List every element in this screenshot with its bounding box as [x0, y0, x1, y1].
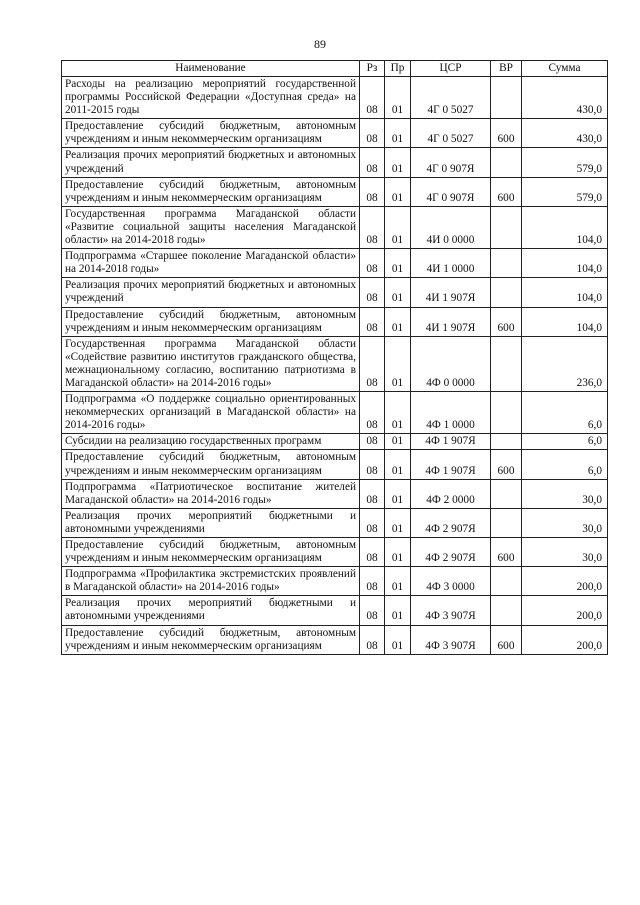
cell-name: Предоставление субсидий бюджетным, автономным учреждениям и иным некоммерческим организациям — [62, 625, 360, 654]
cell-name: Государственная программа Магаданской области «Развитие социальной защиты населения Магаданской области» на 2014-2018 годы» — [62, 206, 360, 248]
cell-rz: 08 — [360, 538, 385, 567]
cell-name: Субсидии на реализацию государственных программ — [62, 434, 360, 450]
cell-name: Реализация прочих мероприятий бюджетными и автономными учреждениями — [62, 596, 360, 625]
table-row — [62, 450, 608, 479]
cell-sum: 200,0 — [522, 625, 608, 654]
table-row — [62, 119, 608, 148]
cell-vr: 600 — [491, 307, 522, 336]
budget-table — [61, 60, 608, 655]
cell-csr: 4Ф 2 0000 — [411, 479, 491, 508]
cell-sum: 6,0 — [522, 450, 608, 479]
cell-csr: 4И 0 0000 — [411, 206, 491, 248]
table-row — [62, 77, 608, 119]
header-pr: Пр — [385, 61, 411, 77]
cell-rz: 08 — [360, 336, 385, 391]
cell-name: Предоставление субсидий бюджетным, автономным учреждениям и иным некоммерческим организациям — [62, 450, 360, 479]
cell-rz: 08 — [360, 278, 385, 307]
cell-vr: 600 — [491, 177, 522, 206]
cell-vr: 600 — [491, 119, 522, 148]
cell-rz: 08 — [360, 307, 385, 336]
cell-pr: 01 — [385, 538, 411, 567]
cell-csr: 4Ф 3 907Я — [411, 625, 491, 654]
cell-vr — [491, 508, 522, 537]
table-header-row — [62, 61, 608, 77]
cell-sum: 30,0 — [522, 508, 608, 537]
cell-rz: 08 — [360, 479, 385, 508]
cell-sum: 6,0 — [522, 392, 608, 434]
table-row — [62, 596, 608, 625]
cell-name: Реализация прочих мероприятий бюджетными и автономными учреждениями — [62, 508, 360, 537]
cell-sum: 430,0 — [522, 77, 608, 119]
table-row — [62, 392, 608, 434]
cell-csr: 4Ф 0 0000 — [411, 336, 491, 391]
cell-rz: 08 — [360, 77, 385, 119]
cell-pr: 01 — [385, 479, 411, 508]
cell-vr — [491, 249, 522, 278]
cell-sum: 104,0 — [522, 307, 608, 336]
cell-vr — [491, 206, 522, 248]
cell-rz: 08 — [360, 119, 385, 148]
cell-pr: 01 — [385, 625, 411, 654]
cell-sum: 430,0 — [522, 119, 608, 148]
cell-rz: 08 — [360, 450, 385, 479]
cell-csr: 4Г 0 5027 — [411, 77, 491, 119]
cell-name: Подпрограмма «Старшее поколение Магаданской области» на 2014-2018 годы» — [62, 249, 360, 278]
cell-pr: 01 — [385, 596, 411, 625]
table-row — [62, 479, 608, 508]
cell-rz: 08 — [360, 206, 385, 248]
cell-sum: 30,0 — [522, 479, 608, 508]
cell-rz: 08 — [360, 392, 385, 434]
cell-name: Предоставление субсидий бюджетным, автономным учреждениям и иным некоммерческим организациям — [62, 538, 360, 567]
cell-pr: 01 — [385, 148, 411, 177]
cell-csr: 4И 1 907Я — [411, 307, 491, 336]
cell-name: Подпрограмма «Патриотическое воспитание жителей Магаданской области» на 2014-2016 годы» — [62, 479, 360, 508]
cell-rz: 08 — [360, 177, 385, 206]
cell-name: Реализация прочих мероприятий бюджетных и автономных учреждений — [62, 278, 360, 307]
table-row — [62, 434, 608, 450]
table-row — [62, 177, 608, 206]
cell-csr: 4И 1 907Я — [411, 278, 491, 307]
cell-pr: 01 — [385, 177, 411, 206]
page-number: 89 — [314, 37, 326, 51]
cell-vr — [491, 434, 522, 450]
cell-csr: 4Ф 2 907Я — [411, 508, 491, 537]
cell-rz: 08 — [360, 249, 385, 278]
cell-csr: 4Ф 2 907Я — [411, 538, 491, 567]
cell-vr — [491, 148, 522, 177]
cell-rz: 08 — [360, 596, 385, 625]
cell-csr: 4Ф 1 0000 — [411, 392, 491, 434]
cell-vr — [491, 392, 522, 434]
cell-sum: 6,0 — [522, 434, 608, 450]
cell-name: Расходы на реализацию мероприятий государственной программы Российской Федерации «Доступная среда» на 2011-2015 годы — [62, 77, 360, 119]
cell-pr: 01 — [385, 450, 411, 479]
cell-csr: 4Г 0 907Я — [411, 177, 491, 206]
cell-pr: 01 — [385, 206, 411, 248]
cell-sum: 579,0 — [522, 148, 608, 177]
table-row — [62, 625, 608, 654]
cell-pr: 01 — [385, 119, 411, 148]
cell-csr: 4Г 0 5027 — [411, 119, 491, 148]
table-body — [62, 77, 608, 655]
header-vr: ВР — [491, 61, 522, 77]
table-row — [62, 307, 608, 336]
cell-csr: 4Ф 1 907Я — [411, 450, 491, 479]
cell-pr: 01 — [385, 567, 411, 596]
table-row — [62, 538, 608, 567]
cell-vr — [491, 479, 522, 508]
cell-sum: 30,0 — [522, 538, 608, 567]
header-rz: Рз — [360, 61, 385, 77]
cell-pr: 01 — [385, 77, 411, 119]
table-row — [62, 278, 608, 307]
cell-sum: 579,0 — [522, 177, 608, 206]
cell-pr: 01 — [385, 278, 411, 307]
cell-csr: 4Ф 3 907Я — [411, 596, 491, 625]
cell-vr: 600 — [491, 538, 522, 567]
cell-vr — [491, 596, 522, 625]
cell-csr: 4Г 0 907Я — [411, 148, 491, 177]
cell-csr: 4И 1 0000 — [411, 249, 491, 278]
cell-name: Реализация прочих мероприятий бюджетных и автономных учреждений — [62, 148, 360, 177]
header-name: Наименование — [62, 61, 360, 77]
cell-vr — [491, 336, 522, 391]
cell-pr: 01 — [385, 392, 411, 434]
cell-rz: 08 — [360, 434, 385, 450]
cell-name: Подпрограмма «О поддержке социально ориентированных некоммерческих организаций в Магаданской области» на 2014-2016 годы» — [62, 392, 360, 434]
cell-name: Подпрограмма «Профилактика экстремистских проявлений в Магаданской области» на 2014-2016 годы» — [62, 567, 360, 596]
header-sum: Сумма — [522, 61, 608, 77]
cell-rz: 08 — [360, 508, 385, 537]
table-row — [62, 148, 608, 177]
cell-vr: 600 — [491, 625, 522, 654]
table-row — [62, 336, 608, 391]
cell-sum: 236,0 — [522, 336, 608, 391]
cell-vr — [491, 567, 522, 596]
cell-sum: 104,0 — [522, 249, 608, 278]
table-row — [62, 508, 608, 537]
cell-pr: 01 — [385, 307, 411, 336]
cell-rz: 08 — [360, 625, 385, 654]
cell-csr: 4Ф 3 0000 — [411, 567, 491, 596]
cell-name: Предоставление субсидий бюджетным, автономным учреждениям и иным некоммерческим организациям — [62, 307, 360, 336]
cell-pr: 01 — [385, 508, 411, 537]
table-row — [62, 567, 608, 596]
cell-csr: 4Ф 1 907Я — [411, 434, 491, 450]
cell-sum: 104,0 — [522, 206, 608, 248]
table-row — [62, 249, 608, 278]
cell-sum: 104,0 — [522, 278, 608, 307]
cell-pr: 01 — [385, 336, 411, 391]
header-csr: ЦСР — [411, 61, 491, 77]
cell-name: Предоставление субсидий бюджетным, автономным учреждениям и иным некоммерческим организациям — [62, 119, 360, 148]
cell-sum: 200,0 — [522, 596, 608, 625]
cell-rz: 08 — [360, 148, 385, 177]
cell-vr: 600 — [491, 450, 522, 479]
cell-pr: 01 — [385, 434, 411, 450]
cell-vr — [491, 278, 522, 307]
cell-name: Государственная программа Магаданской области «Содействие развитию институтов гражданского общества, межнациональному согласию, воспитанию патриотизма в Магаданской области» на 2014-2016 годы» — [62, 336, 360, 391]
table-row — [62, 206, 608, 248]
cell-rz: 08 — [360, 567, 385, 596]
cell-name: Предоставление субсидий бюджетным, автономным учреждениям и иным некоммерческим организациям — [62, 177, 360, 206]
cell-pr: 01 — [385, 249, 411, 278]
cell-sum: 200,0 — [522, 567, 608, 596]
cell-vr — [491, 77, 522, 119]
